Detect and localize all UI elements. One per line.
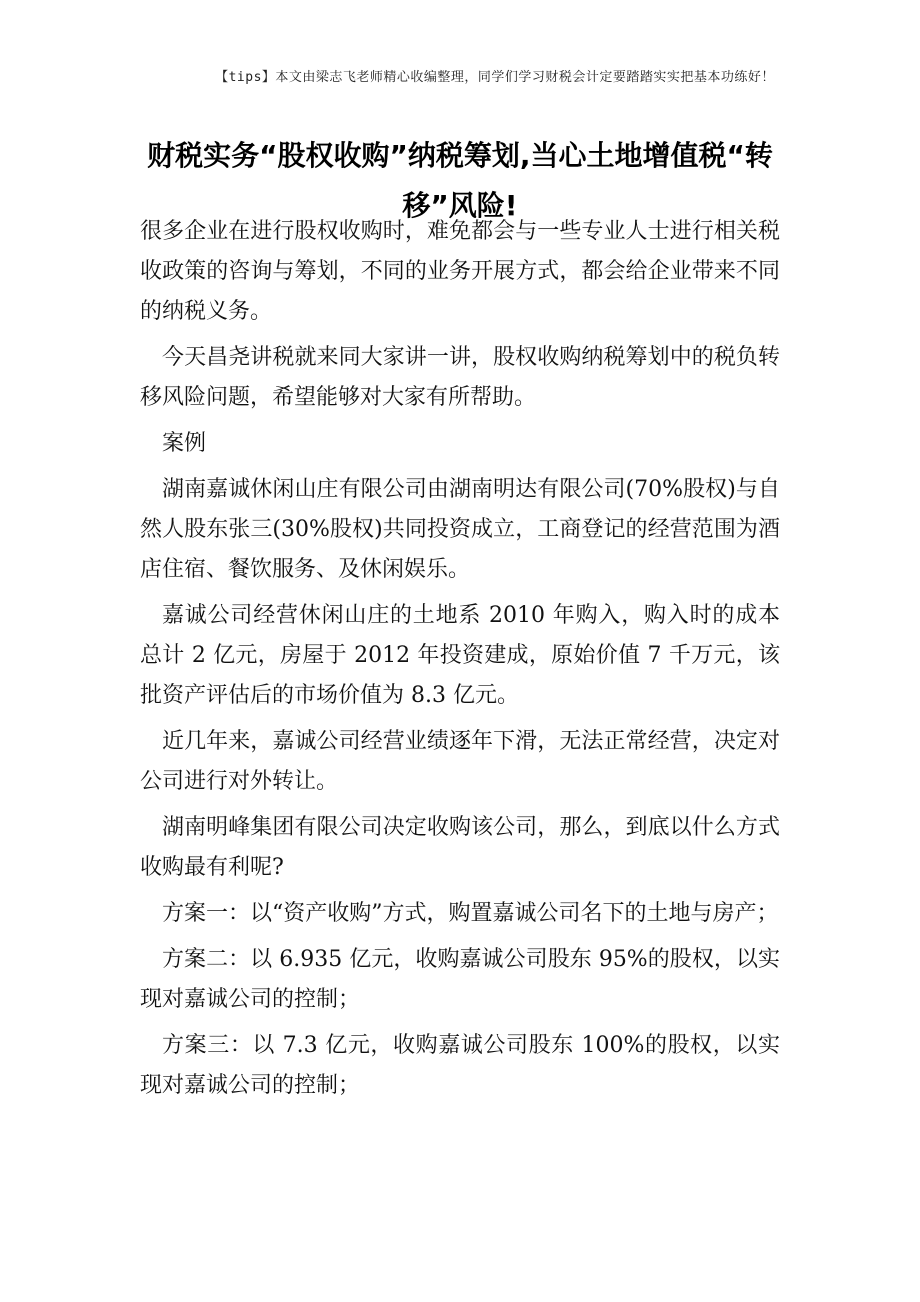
paragraph: 嘉诚公司经营休闲山庄的土地系 2010 年购入，购入时的成本总计 2 亿元，房屋于 2012 年投资建成，原始价值 7 千万元，该批资产评估后的市场价值为 8.3 亿元。 <box>140 603 780 708</box>
document-title: 财税实务“股权收购”纳税筹划,当心土地增值税“转移”风险! <box>147 138 773 222</box>
paragraph: 今天昌尧讲税就来同大家讲一讲，股权收购纳税筹划中的税负转移风险问题，希望能够对大家有所帮助。 <box>140 345 780 410</box>
header-tip: 【tips】本文由梁志飞老师精心收编整理，同学们学习财税会计定要踏踏实实把基本功练好！ <box>215 70 775 85</box>
paragraph: 湖南明峰集团有限公司决定收购该公司，那么，到底以什么方式收购最有利呢? <box>140 815 780 880</box>
paragraph: 近几年来，嘉诚公司经营业绩逐年下滑，无法正常经营，决定对公司进行对外转让。 <box>140 729 780 794</box>
paragraph: 很多企业在进行股权收购时，难免都会与一些专业人士进行相关税收政策的咨询与筹划，不同的业务开展方式，都会给企业带来不同的纳税义务。 <box>140 219 780 324</box>
document-body <box>140 212 780 1112</box>
paragraph: 湖南嘉诚休闲山庄有限公司由湖南明达有限公司(70%股权)与自然人股东张三(30%股权)共同投资成立，工商登记的经营范围为酒店住宿、餐饮服务、及休闲娱乐。 <box>140 477 780 582</box>
section-label: 案例 <box>162 431 207 456</box>
plan-one: 方案一：以“资产收购”方式，购置嘉诚公司名下的土地与房产； <box>162 901 779 926</box>
plan-three: 方案三：以 7.3 亿元，收购嘉诚公司股东 100%的股权，以实现对嘉诚公司的控制； <box>140 1033 780 1098</box>
plan-two: 方案二：以 6.935 亿元，收购嘉诚公司股东 95%的股权，以实现对嘉诚公司的控制； <box>140 947 780 1012</box>
